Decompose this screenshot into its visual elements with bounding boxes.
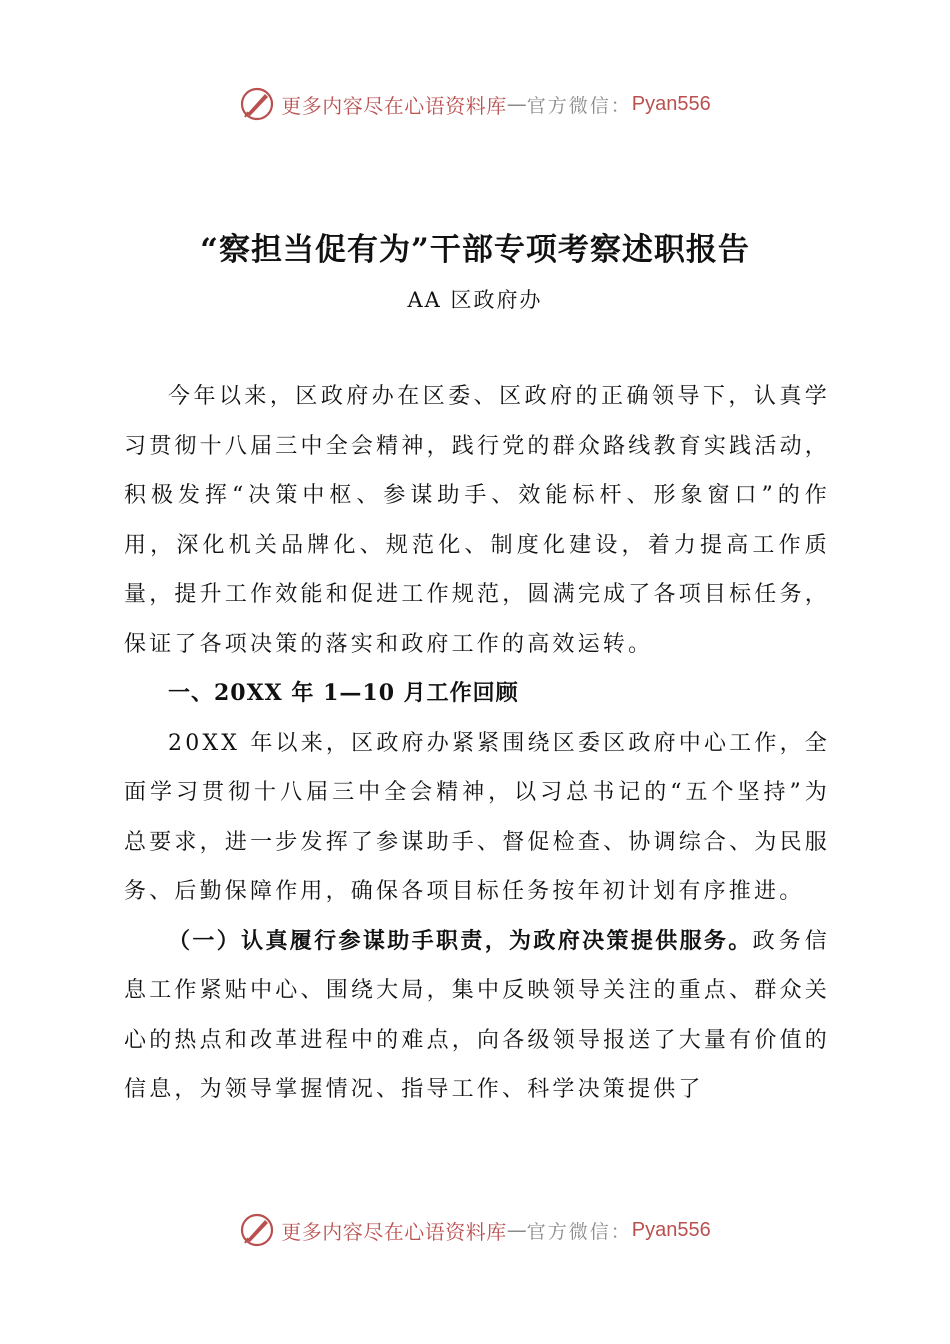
watermark-wechat-id: Pyan556	[631, 1218, 711, 1241]
intro-paragraph: 今年以来，区政府办在区委、区政府的正确领导下，认真学习贯彻十八届三中全会精神，践行党的群众路线教育实践活动，积极发挥“决策中枢、参谋助手、效能标杆、形象窗口”的作用，深化机关品牌化、规范化、制度化建设，着力提高工作质量，提升工作效能和促进工作规范，圆满完成了各项目标任务，保证了各项决策的落实和政府工作的高效运转。	[124, 384, 830, 657]
watermark-wechat-label: 官方微信：	[526, 1220, 632, 1243]
watermark-banner-bottom	[0, 1210, 950, 1250]
watermark-wechat-id: Pyan556	[631, 92, 711, 115]
item-lead: （一）认真履行参谋助手职责，为政府决策提供服务。	[168, 927, 753, 954]
section-heading: 一、20XX 年 1—10 月工作回顾	[168, 680, 519, 706]
item-text: 政务信息工作紧贴中心、围绕大局，集中反映领导关注的重点、群众关心的热点和改革进程中的难点，向各级领导报送了大量有价值的信息，为领导掌握情况、指导工作、科学决策提供了	[124, 928, 830, 1102]
quill-logo-icon	[239, 1212, 275, 1248]
watermark-separator: —	[506, 92, 527, 116]
item-paragraph	[124, 917, 830, 1115]
watermark-banner-top	[0, 84, 950, 124]
document-subtitle: AA 区政府办	[407, 288, 543, 312]
document-title: “察担当促有为”干部专项考察述职报告	[200, 232, 750, 268]
quill-logo-icon	[239, 86, 275, 122]
watermark-separator: —	[506, 1218, 527, 1242]
watermark-slogan: 更多内容尽在心语资料库	[281, 1219, 507, 1244]
document-body	[124, 372, 830, 1115]
section-paragraph: 20XX 年以来，区政府办紧紧围绕区委区政府中心工作，全面学习贯彻十八届三中全会精神，以习总书记的“五个坚持”为总要求，进一步发挥了参谋助手、督促检查、协调综合、为民服务、后勤保障作用，确保各项目标任务按年初计划有序推进。	[124, 730, 830, 904]
watermark-wechat-label: 官方微信：	[526, 94, 632, 117]
watermark-slogan: 更多内容尽在心语资料库	[281, 93, 507, 118]
